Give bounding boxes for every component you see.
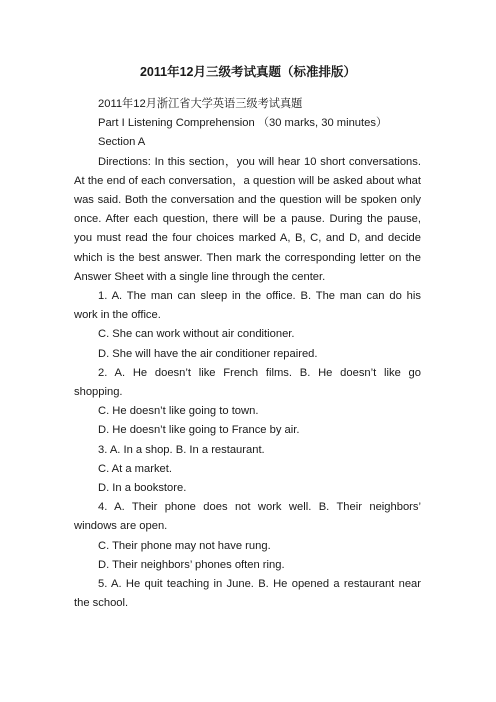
- question-1-option-d: D. She will have the air conditioner repaired.: [98, 347, 318, 360]
- question-1-option-c: C. She can work without air conditioner.: [98, 328, 295, 341]
- directions-paragraph: Directions: In this section，you will hear 10 short conversations. At the end of each conversation，a question will be asked about what was said. Both the conversation and the question will be spoken only once. After each question, there will be a pause. During the pause, you must read the four choices marked A, B, C, and D, and decide which is the best answer. Then mark the corresponding letter on the Answer Sheet with a single line through the center.: [74, 155, 421, 283]
- question-1-options-ab: 1. A. The man can sleep in the office. B. The man can do his work in the office.: [74, 290, 421, 322]
- part-heading: Part I Listening Comprehension （30 marks, 30 minutes）: [98, 117, 388, 130]
- question-4-option-d: D. Their neighbors’ phones often ring.: [98, 558, 285, 571]
- question-2-options-ab: 2. A. He doesn’t like French films. B. He doesn’t like go shopping.: [74, 366, 421, 399]
- section-heading: Section A: [98, 136, 146, 149]
- question-3-options-ab: 3. A. In a shop. B. In a restaurant.: [98, 443, 265, 456]
- question-4-options-ab: 4. A. Their phone does not work well. B. Their neighbors’ windows are open.: [74, 501, 421, 533]
- question-3-option-c: C. At a market.: [98, 462, 172, 475]
- question-2-option-c: C. He doesn’t like going to town.: [98, 405, 259, 418]
- question-3-option-d: D. In a bookstore.: [98, 482, 187, 495]
- document-body: [74, 95, 421, 613]
- question-2-option-d: D. He doesn’t like going to France by air.: [98, 424, 300, 437]
- question-4-option-c: C. Their phone may not have rung.: [98, 539, 271, 552]
- question-5-options-ab: 5. A. He quit teaching in June. B. He opened a restaurant near the school.: [74, 578, 421, 610]
- document-title: 2011年12月三级考试真题（标准排版）: [139, 65, 357, 79]
- exam-subtitle: 2011年12月浙江省大学英语三级考试真题: [98, 98, 303, 110]
